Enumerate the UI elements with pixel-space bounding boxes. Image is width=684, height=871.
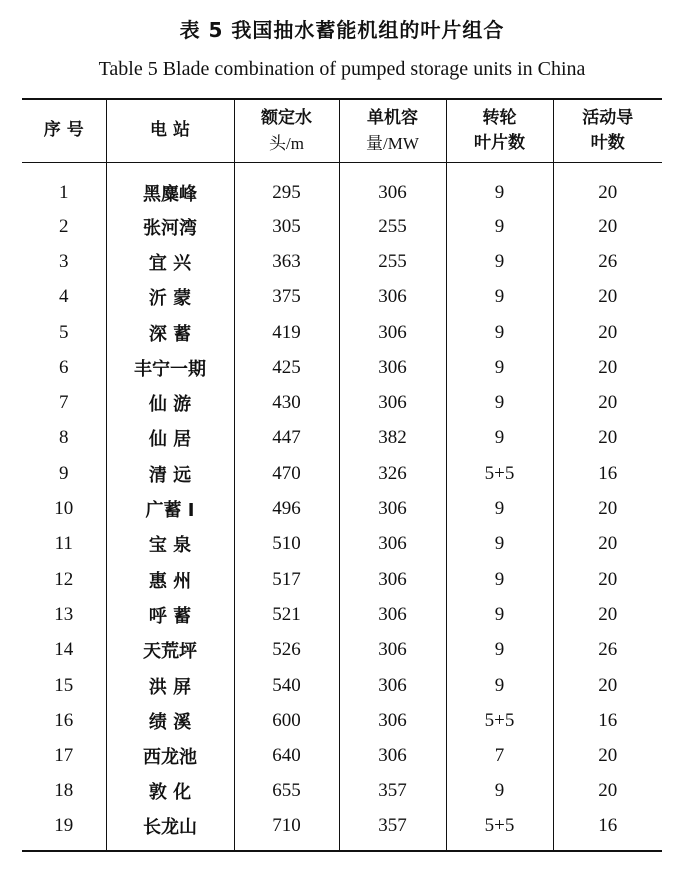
cell-rated-head: 419 [234,315,339,350]
cell-station: 西龙池 [106,738,234,773]
cell-unit-capacity: 306 [339,162,446,209]
cell-rated-head: 305 [234,209,339,244]
cell-guide-vanes: 20 [598,356,618,378]
cell-rated-head: 425 [234,350,339,385]
cell-rated-head: 375 [234,280,339,315]
cell-rated-head: 295 [234,162,339,209]
cell-station: 天荒坪 [106,633,234,668]
table-row [22,350,662,385]
cell-station: 丰宁一期 [106,350,234,385]
cell-unit-capacity: 306 [339,350,446,385]
cell-guide-vanes: 20 [598,427,618,449]
cell-unit-capacity: 326 [339,456,446,491]
cell-station: 仙 居 [106,421,234,456]
header-guide-vanes-line1: 活动导 [582,107,634,128]
cell-station: 绩 溪 [106,703,234,738]
table-row [22,491,662,526]
cell-runner-blades: 5+5 [446,809,553,851]
cell-runner-blades: 9 [446,244,553,279]
cell-station: 仙 游 [106,385,234,420]
cell-unit-capacity: 306 [339,738,446,773]
cell-station: 张河湾 [106,209,234,244]
cell-station: 清 远 [106,456,234,491]
header-unit-capacity [339,99,446,162]
cell-runner-blades: 7 [446,738,553,773]
cell-unit-capacity: 306 [339,491,446,526]
cell-rated-head: 510 [234,527,339,562]
cell-index: 18 [22,774,106,809]
table-row [22,597,662,632]
cell-station: 深 蓄 [106,315,234,350]
cell-rated-head: 655 [234,774,339,809]
cell-guide-vanes: 20 [598,780,618,802]
table-header [22,99,662,162]
table-body [22,162,662,851]
cell-index: 10 [22,491,106,526]
cell-guide-vanes: 20 [598,392,618,414]
header-row [22,99,662,162]
cell-runner-blades: 9 [446,162,553,209]
cell-index: 16 [22,703,106,738]
header-unit-capacity-line2: 量/MW [366,133,419,153]
cell-index: 14 [22,633,106,668]
header-guide-vanes [553,99,662,162]
cell-guide-vanes: 20 [598,533,618,555]
cell-runner-blades: 9 [446,597,553,632]
cell-runner-blades: 5+5 [446,703,553,738]
header-runner-blades-line2: 叶片数 [474,132,525,153]
cell-index: 4 [22,280,106,315]
cell-index: 13 [22,597,106,632]
table-row [22,562,662,597]
table-row [22,456,662,491]
cell-runner-blades: 5+5 [446,456,553,491]
cell-runner-blades: 9 [446,562,553,597]
table-row [22,809,662,851]
cell-guide-vanes: 20 [598,286,618,308]
cell-rated-head: 540 [234,668,339,703]
table-row [22,280,662,315]
cell-index: 8 [22,421,106,456]
cell-runner-blades: 9 [446,527,553,562]
cell-runner-blades: 9 [446,633,553,668]
cell-guide-vanes: 20 [598,603,618,625]
cell-station: 沂 蒙 [106,280,234,315]
cell-unit-capacity: 306 [339,562,446,597]
table-row [22,703,662,738]
cell-station: 长龙山 [106,809,234,851]
cell-runner-blades: 9 [446,385,553,420]
cell-rated-head: 640 [234,738,339,773]
header-runner-blades [446,99,553,162]
cell-station: 惠 州 [106,562,234,597]
cell-guide-vanes: 20 [598,745,618,767]
cell-guide-vanes: 20 [598,674,618,696]
cell-index: 5 [22,315,106,350]
header-guide-vanes-line2: 叶数 [590,132,625,153]
cell-guide-vanes: 16 [598,462,618,484]
table-title-chinese: 表 5 我国抽水蓄能机组的叶片组合 [179,18,505,42]
header-index-line1: 序 号 [43,120,84,141]
cell-unit-capacity: 382 [339,421,446,456]
cell-unit-capacity: 306 [339,315,446,350]
table-row [22,421,662,456]
header-station-line1: 电 站 [150,120,190,141]
cell-index: 1 [22,162,106,209]
table-row [22,774,662,809]
cell-rated-head: 496 [234,491,339,526]
cell-rated-head: 710 [234,809,339,851]
cell-index: 3 [22,244,106,279]
cell-index: 7 [22,385,106,420]
cell-station: 洪 屏 [106,668,234,703]
cell-rated-head: 363 [234,244,339,279]
cell-rated-head: 447 [234,421,339,456]
cell-index: 17 [22,738,106,773]
cell-rated-head: 526 [234,633,339,668]
cell-runner-blades: 9 [446,280,553,315]
cell-station: 宜 兴 [106,244,234,279]
cell-unit-capacity: 306 [339,385,446,420]
cell-index: 11 [22,527,106,562]
table-row [22,162,662,209]
cell-guide-vanes: 26 [598,250,618,272]
cell-rated-head: 600 [234,703,339,738]
table-row [22,527,662,562]
cell-station: 宝 泉 [106,527,234,562]
cell-rated-head: 521 [234,597,339,632]
cell-runner-blades: 9 [446,668,553,703]
cell-rated-head: 517 [234,562,339,597]
cell-station: 敦 化 [106,774,234,809]
header-rated-head [234,99,339,162]
header-rated-head-line2: 头/m [269,133,304,153]
cell-index: 6 [22,350,106,385]
cell-rated-head: 470 [234,456,339,491]
cell-unit-capacity: 255 [339,209,446,244]
header-station [106,99,234,162]
cell-station: 呼 蓄 [106,597,234,632]
cell-unit-capacity: 255 [339,244,446,279]
table-row [22,315,662,350]
cell-guide-vanes: 20 [598,215,618,237]
header-unit-capacity-line1: 单机容 [367,107,418,128]
table-row [22,209,662,244]
cell-guide-vanes: 20 [598,498,618,520]
cell-index: 19 [22,809,106,851]
cell-runner-blades: 9 [446,774,553,809]
cell-guide-vanes: 26 [598,639,618,661]
cell-unit-capacity: 306 [339,633,446,668]
cell-guide-vanes: 20 [598,181,618,203]
header-runner-blades-line1: 转轮 [482,107,517,128]
table-row [22,633,662,668]
cell-unit-capacity: 306 [339,527,446,562]
blade-combination-table [22,98,662,852]
cell-station: 黑麋峰 [106,162,234,209]
cell-guide-vanes: 16 [553,809,662,851]
cell-unit-capacity: 357 [339,774,446,809]
cell-runner-blades: 9 [446,315,553,350]
cell-station: 广蓄 I [106,491,234,526]
cell-guide-vanes: 20 [598,321,618,343]
cell-unit-capacity: 306 [339,703,446,738]
cell-runner-blades: 9 [446,209,553,244]
cell-runner-blades: 9 [446,350,553,385]
cell-unit-capacity: 306 [339,597,446,632]
table-row [22,244,662,279]
header-index [22,99,106,162]
cell-runner-blades: 9 [446,491,553,526]
cell-runner-blades: 9 [446,421,553,456]
cell-rated-head: 430 [234,385,339,420]
cell-index: 9 [22,456,106,491]
cell-guide-vanes: 16 [598,709,618,731]
table-title-english: Table 5 Blade combination of pumped storage units in China [98,58,586,80]
cell-guide-vanes: 20 [598,568,618,590]
cell-unit-capacity: 306 [339,668,446,703]
cell-index: 15 [22,668,106,703]
cell-index: 12 [22,562,106,597]
cell-unit-capacity: 357 [339,809,446,851]
table-row [22,738,662,773]
table-row [22,668,662,703]
table-row [22,385,662,420]
header-rated-head-line1: 额定水 [261,107,312,128]
cell-unit-capacity: 306 [339,280,446,315]
cell-index: 2 [22,209,106,244]
